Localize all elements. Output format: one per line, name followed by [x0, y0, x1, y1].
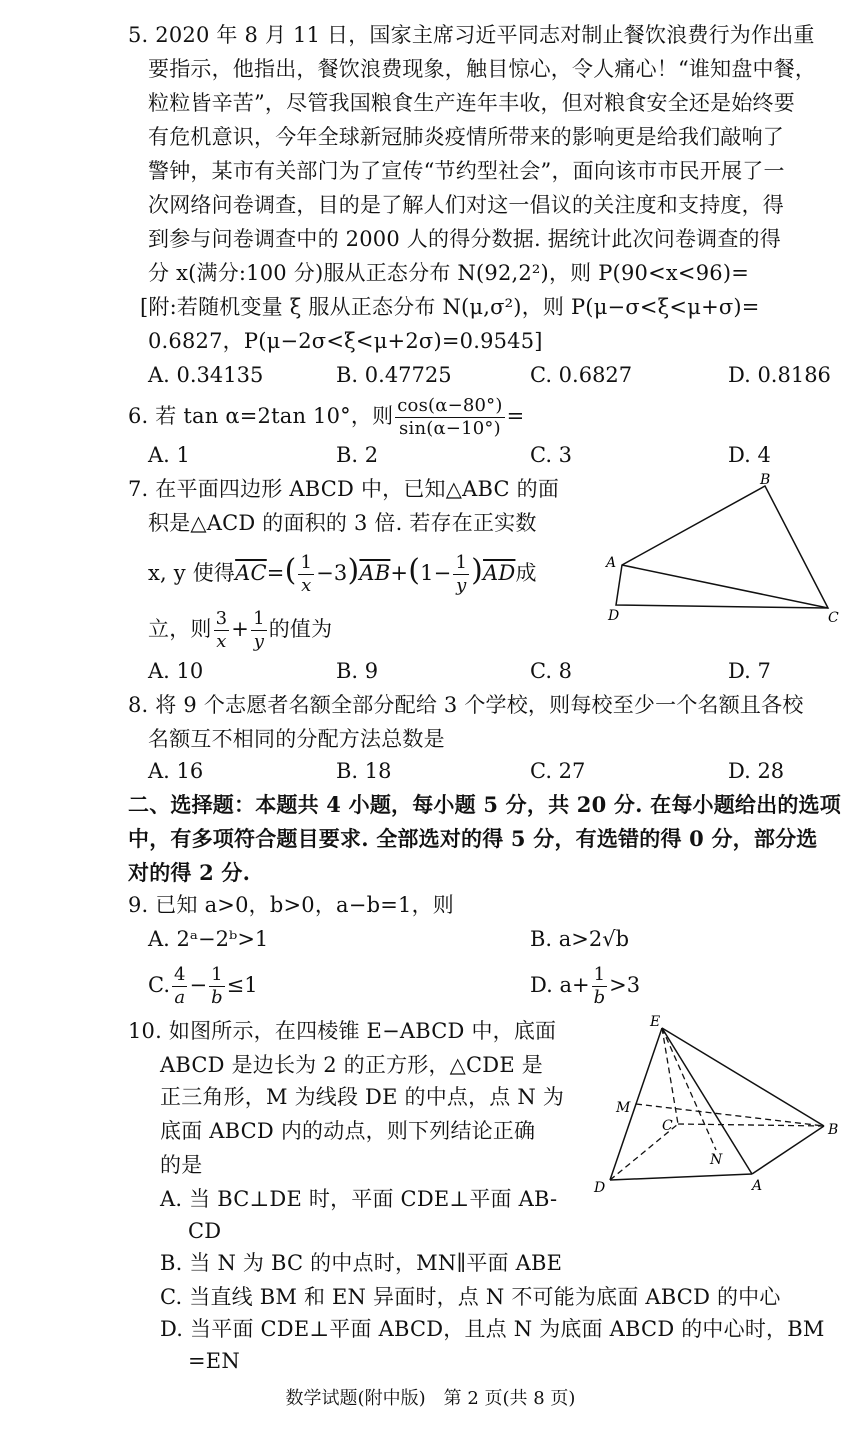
q7-line-3: x, y 使得$\overline{AC}=$( $\frac{1}{x}$ $-3)\overline{AB}+(1-$ $\frac{1}{y}$ )$\overline{AD}$成 [148, 552, 537, 596]
q6-option-b: B. 2 [336, 443, 379, 467]
q7-f1-num: 1 [300, 552, 313, 573]
q5-line-2: 要指示，他指出，餐饮浪费现象，触目惊心，令人痛心！“谁知盘中餐， [148, 57, 817, 81]
q10-label-b: B [828, 1122, 839, 1138]
q7-quadrilateral-figure [600, 470, 850, 630]
q7-vector-ac: $\overline{AC}$ [235, 561, 267, 585]
q7-option-a: A. 10 [148, 659, 204, 683]
q6-stem [128, 392, 524, 440]
q5-line-4: 有危机意识，今年全球新冠肺炎疫情所带来的影响更是给我们敲响了 [148, 125, 784, 149]
q10-option-d: D. 当平面 CDE⊥平面 ABCD，且点 N 为底面 ABCD 的中心时，BM [160, 1317, 825, 1341]
q10-label-m: M [616, 1100, 631, 1116]
q9-optc-minus: − [189, 973, 208, 997]
q7-line4-prefix: 立，则 [148, 617, 212, 641]
q6-prefix: 6. 若 tan α=2tan 10°，则 [128, 404, 394, 428]
q10-line-3: 正三角形，M 为线段 DE 的中点，点 N 为 [160, 1085, 565, 1109]
q5-option-b: B. 0.47725 [336, 363, 452, 387]
q7-xy: x, y 使得 [148, 561, 236, 585]
q8-option-c: C. 27 [530, 759, 586, 783]
q5-line-6: 次网络问卷调查，目的是了解人们对这一倡议的关注度和支持度，得 [148, 193, 784, 217]
q10-line-4: 底面 ABCD 内的动点，则下列结论正确 [160, 1119, 536, 1143]
q7-vector-ab: $\overline{AB}$ [359, 561, 391, 585]
q5-line-5: 警钟，某市有关部门为了宣传“节约型社会”，面向该市市民开展了一 [148, 159, 785, 183]
q9-optd-n: 1 [592, 964, 608, 987]
q6-denominator: sin(α−10°) [399, 418, 501, 439]
q7-eq: = [266, 561, 285, 585]
q9-optd-label: D. a+ [530, 973, 590, 997]
q5-option-d: D. 0.8186 [728, 363, 831, 387]
q7-frac-1-over-x [298, 552, 314, 597]
q7-f3-num: 3 [215, 608, 228, 629]
q9-stem: 9. 已知 a>0，b>0，a−b=1，则 [128, 893, 454, 917]
q7-line-1: 7. 在平面四边形 ABCD 中，已知△ABC 的面 [128, 477, 560, 501]
q8-option-d: D. 28 [728, 759, 785, 783]
q7-frac-1-over-y-b [251, 608, 267, 653]
q7-frac-3-over-x [214, 608, 230, 653]
section2-line-1: 二、选择题：本题共 4 小题，每小题 5 分，共 20 分. 在每小题给出的选项 [128, 792, 841, 817]
q10-line-1: 10. 如图所示，在四棱锥 E−ABCD 中，底面 [128, 1019, 557, 1043]
q7-f4-num: 1 [253, 608, 265, 629]
q7-line-2: 积是△ACD 的面积的 3 倍. 若存在正实数 [148, 511, 537, 535]
q9-optd-d: b [593, 987, 606, 1008]
q7-label-a: A [606, 555, 617, 571]
q5-line-3: 粒粒皆辛苦”，尽管我国粮食生产连年丰收，但对粮食安全还是始终要 [148, 91, 795, 115]
q9-optc-rest: ≤1 [226, 973, 258, 997]
q10-label-c: C [662, 1118, 673, 1134]
q7-label-b: B [760, 472, 771, 488]
q5-line-10: 0.6827，P(μ−2σ<ξ<μ+2σ)=0.9545] [148, 329, 543, 353]
page-footer: 数学试题(附中版) 第 2 页(共 8 页) [285, 1388, 576, 1409]
q5-line-8: 分 x(满分:100 分)服从正态分布 N(92,2²)，则 P(90<x<96)= [148, 261, 750, 285]
q10-pyramid-figure [588, 1012, 850, 1202]
q7-f2-num: 1 [455, 552, 468, 573]
q9-optc-frac-2 [209, 964, 225, 1009]
q10-edge-ea [662, 1028, 752, 1174]
q6-option-c: C. 3 [530, 443, 573, 467]
q10-label-e: E [650, 1014, 661, 1030]
q6-option-a: A. 1 [148, 443, 190, 467]
q10-edge-eb [662, 1028, 824, 1126]
q10-option-d-cont: =EN [188, 1349, 240, 1373]
q5-line-9: [附:若随机变量 ξ 服从正态分布 N(μ,σ²)，则 P(μ−σ<ξ<μ+σ)= [140, 295, 760, 319]
q8-line-2: 名额互不相同的分配方法总数是 [148, 727, 445, 751]
q10-label-n: N [710, 1152, 723, 1168]
q6-option-d: D. 4 [728, 443, 771, 467]
q8-option-b: B. 18 [336, 759, 392, 783]
q7-vector-ad: $\overline{AD}$ [483, 561, 516, 585]
q7-f2-den: y [456, 575, 467, 596]
q7-quad-outline [616, 486, 828, 608]
q7-f1-den: x [301, 575, 312, 596]
q7-minus3: −3 [316, 561, 348, 585]
q9-optc-label: C. [148, 973, 170, 997]
q7-option-c: C. 8 [530, 659, 573, 683]
q5-line-1: 5. 2020 年 8 月 11 日，国家主席习近平同志对制止餐饮浪费行为作出重 [128, 23, 815, 47]
q7-cheng: 成 [515, 561, 537, 585]
q9-optd-rest: >3 [609, 973, 641, 997]
q7-line-4 [148, 604, 332, 654]
q7-diagonal-ac [622, 565, 828, 608]
q6-suffix: = [506, 404, 525, 428]
q7-option-b: B. 9 [336, 659, 379, 683]
q6-numerator: cos(α−80°) [397, 395, 503, 416]
q9-optc-n2: 1 [209, 964, 225, 987]
q9-option-c [148, 960, 258, 1010]
q7-f4-den: y [253, 631, 265, 652]
q10-edge-cb [678, 1124, 824, 1126]
q9-option-a: A. 2ᵃ−2ᵇ>1 [148, 927, 269, 951]
q9-optd-frac [592, 964, 608, 1009]
q5-option-c: C. 0.6827 [530, 363, 633, 387]
section2-line-2: 中，有多项符合题目要求. 全部选对的得 5 分，有选错的得 0 分，部分选 [128, 826, 818, 851]
q9-option-b: B. a>2√b [530, 927, 630, 951]
q9-optc-n1: 4 [174, 964, 186, 985]
q9-option-d [530, 960, 640, 1010]
q10-label-a: A [752, 1178, 763, 1194]
q7-f3-den: x [216, 631, 227, 652]
q5-line-7: 到参与问卷调查中的 2000 人的得分数据. 据统计此次问卷调查的得 [148, 227, 781, 251]
q10-label-d: D [594, 1180, 606, 1196]
q7-plus2: + [231, 617, 250, 641]
q10-option-a-cont: CD [188, 1219, 222, 1243]
q8-option-a: A. 16 [148, 759, 204, 783]
q10-option-b: B. 当 N 为 BC 的中点时，MN∥平面 ABE [160, 1251, 563, 1275]
q10-line-5: 的是 [160, 1153, 203, 1177]
q9-optc-d2: b [211, 987, 223, 1008]
q7-label-c: C [828, 610, 839, 626]
q7-frac-1-over-y [453, 552, 469, 597]
section2-line-3: 对的得 2 分. [128, 860, 251, 885]
q7-option-d: D. 7 [728, 659, 771, 683]
q10-option-a: A. 当 BC⊥DE 时，平面 CDE⊥平面 AB- [160, 1187, 558, 1211]
q6-fraction [395, 395, 504, 440]
q10-edge-da [610, 1174, 752, 1180]
q5-option-a: A. 0.34135 [148, 363, 264, 387]
q7-label-d: D [608, 608, 620, 624]
q7-plus: + [390, 561, 409, 585]
q10-line-2: ABCD 是边长为 2 的正方形，△CDE 是 [160, 1053, 543, 1077]
q7-one-minus: 1− [420, 561, 452, 585]
q7-line4-suffix: 的值为 [268, 617, 333, 641]
q9-optc-frac-1 [172, 964, 187, 1009]
q9-optc-d1: a [174, 987, 186, 1008]
q8-line-1: 8. 将 9 个志愿者名额全部分配给 3 个学校，则每校至少一个名额且各校 [128, 693, 804, 717]
q10-option-c: C. 当直线 BM 和 EN 异面时，点 N 不可能为底面 ABCD 的中心 [160, 1285, 781, 1309]
q10-edge-ab [752, 1126, 824, 1174]
